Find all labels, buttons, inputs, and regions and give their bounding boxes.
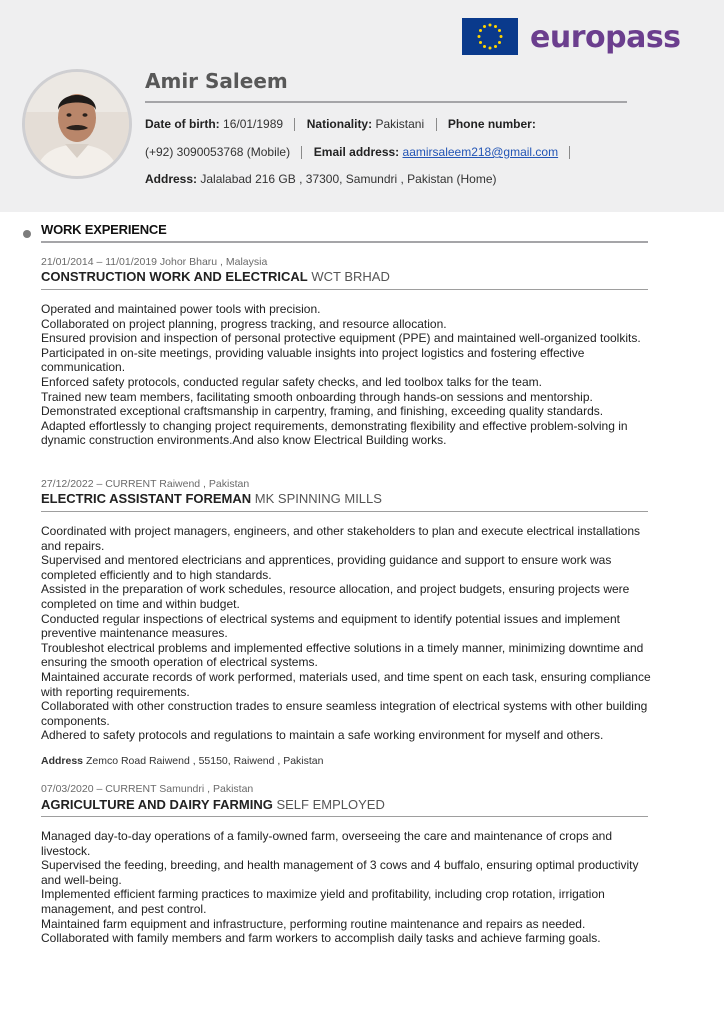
job-3-meta: 07/03/2020 – CURRENT Samundri , Pakistan: [41, 783, 254, 795]
eu-flag-icon: [462, 18, 518, 55]
list-item: Maintained accurate records of work performed, materials used, and time spent on each task, ensuring compliance with reporting requirements.: [41, 669, 651, 699]
list-item: Demonstrated exceptional craftsmanship in carpentry, framing, and finishing, exceeding quality standards.: [41, 404, 604, 419]
list-item: Participated in on-site meetings, providing valuable insights into project logistics and fostering effective communication.: [41, 345, 585, 375]
separator: [301, 146, 302, 159]
job-1-role: CONSTRUCTION WORK AND ELECTRICAL: [41, 269, 308, 284]
job-1-meta: 21/01/2014 – 11/01/2019 Johor Bharu , Malaysia: [41, 256, 268, 268]
job-2-address: [41, 755, 324, 767]
list-item: Managed day-to-day operations of a family-owned farm, overseeing the care and maintenance of crops and livestock.: [41, 829, 612, 858]
job-3-description: [41, 829, 653, 946]
separator: [436, 118, 437, 131]
job-2-address-value: Zemco Road Raiwend , 55150, Raiwend , Pakistan: [85, 755, 324, 767]
list-item: Conducted regular inspections of electrical systems and equipment to identify potential issues and implement preventive maintenance measures.: [41, 611, 620, 641]
dob-value: 16/01/1989: [223, 117, 284, 131]
list-item: Assisted in the preparation of work schedules, resource allocation, and project budgets, ensuring projects were completed on time and within budget.: [41, 582, 630, 611]
job-2-meta: 27/12/2022 – CURRENT Raiwend , Pakistan: [41, 478, 250, 490]
list-item: Coordinated with project managers, engineers, and other stakeholders to plan and execute electrical installations and repairs.: [41, 524, 641, 553]
list-item: Troubleshot electrical problems and implemented effective solutions in a timely manner, minimizing downtime and ensuring the smooth operation of electrical systems.: [41, 640, 644, 670]
list-item: Enforced safety protocols, conducted regular safety checks, and led toolbox talks for the team.: [41, 374, 542, 389]
job-2-employer: MK SPINNING MILLS: [254, 491, 382, 506]
list-item: Collaborated with other construction trades to ensure seamless integration of electrical systems with other building components.: [41, 699, 648, 728]
job-2-role: ELECTRIC ASSISTANT FOREMAN: [41, 491, 252, 506]
name-divider: [145, 101, 627, 103]
list-item: Supervised and mentored electricians and apprentices, providing guidance and support to ensure work was completed efficiently and to high standards.: [41, 553, 612, 582]
list-item: Trained new team members, facilitating smooth onboarding through hands-on sessions and mentorship.: [41, 389, 593, 404]
list-item: Adhered to safety protocols and regulations to maintain a safe working environment for myself and others.: [41, 728, 604, 743]
phone-label: Phone number:: [447, 117, 536, 131]
job-2-divider: [41, 511, 648, 512]
job-2-address-label: Address: [41, 755, 84, 767]
info-line-1: [145, 117, 536, 131]
dob-label: Date of birth:: [145, 117, 220, 131]
list-item: Supervised the feeding, breeding, and health management of 3 cows and 4 buffalo, ensuring optimal productivity and well-being.: [41, 858, 639, 887]
avatar: [22, 69, 132, 179]
list-item: Maintained farm equipment and infrastructure, performing routine maintenance and repairs as needed.: [41, 916, 586, 931]
list-item: Collaborated on project planning, progress tracking, and resource allocation.: [41, 316, 447, 331]
job-2-description: [41, 524, 653, 743]
job-3-divider: [41, 816, 648, 817]
separator: [294, 118, 295, 131]
info-line-3: [145, 172, 497, 186]
section-bullet-icon: [23, 230, 31, 238]
job-1-employer: WCT BRHAD: [311, 269, 390, 284]
job-3-employer: SELF EMPLOYED: [276, 797, 385, 812]
list-item: Operated and maintained power tools with precision.: [41, 302, 321, 316]
job-3-title: [41, 797, 385, 812]
list-item: Collaborated with family members and farm workers to accomplish daily tasks and achieve farming goals.: [41, 931, 601, 946]
email-link[interactable]: aamirsaleem218@gmail.com: [402, 145, 559, 159]
europass-logo: europass: [530, 20, 681, 55]
address-value: Jalalabad 216 GB , 37300, Samundri , Pakistan (Home): [200, 172, 497, 186]
nationality-label: Nationality:: [306, 117, 373, 131]
job-1-description: [41, 302, 653, 448]
email-label: Email address:: [313, 145, 400, 159]
job-1-divider: [41, 289, 648, 290]
section-title-work-experience: WORK EXPERIENCE: [41, 222, 167, 237]
section-divider: [41, 241, 648, 243]
header: [0, 0, 724, 212]
address-label: Address:: [145, 172, 198, 186]
info-line-2: [145, 145, 578, 159]
job-3-role: AGRICULTURE AND DAIRY FARMING: [41, 797, 273, 812]
list-item: Adapted effortlessly to changing project requirements, demonstrating flexibility and effective problem-solving in dynamic construction environments.And also know Electrical Building works.: [41, 418, 628, 448]
nationality-value: Pakistani: [375, 117, 425, 131]
candidate-name: Amir Saleem: [145, 69, 288, 93]
separator: [569, 146, 570, 159]
phone-value: (+92) 3090053768 (Mobile): [145, 145, 291, 159]
list-item: Ensured provision and inspection of personal protective equipment (PPE) and maintained well-organized toolkits.: [41, 331, 641, 346]
job-1-title: [41, 269, 390, 284]
list-item: Implemented efficient farming practices to maximize yield and profitability, including crop rotation, irrigation management, and pest control.: [41, 887, 605, 916]
job-2-title: [41, 491, 382, 506]
